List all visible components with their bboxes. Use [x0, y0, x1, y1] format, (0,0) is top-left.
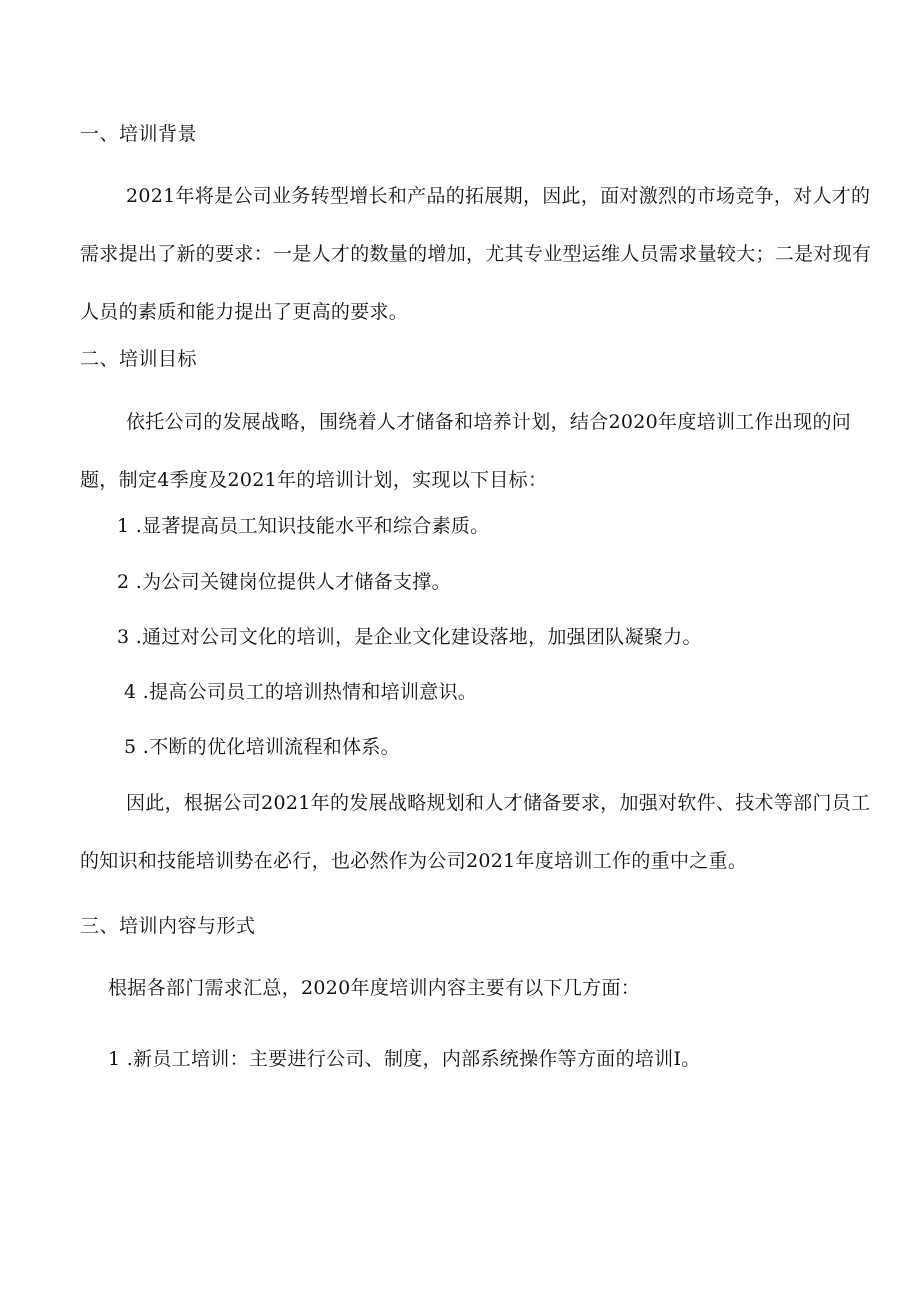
goal-item-1: 1 .显著提高员工知识技能水平和综合素质。 [117, 515, 490, 537]
section-heading-background: 一、培训背景 [80, 123, 198, 145]
goal-item-4: 4 .提高公司员工的培训热情和培训意识。 [124, 681, 478, 703]
goal-item-2: 2 .为公司关键岗位提供人才储备支撑。 [117, 571, 451, 593]
background-paragraph: 2021年将是公司业务转型增长和产品的拓展期，因此，面对激烈的市场竞争，对人才的需求提出了新的要求：一是人才的数量的增加，尤其专业型运维人员需求量较大；二是对现有人员的素质和能力提出了更高的要求。 [80, 185, 872, 323]
content-item-1: 1 .新员工培训：主要进行公司、制度，内部系统操作等方面的培训I。 [108, 1048, 701, 1070]
goal-item-3: 3 .通过对公司文化的培训，是企业文化建设落地，加强团队凝聚力。 [117, 626, 702, 648]
section-heading-goals: 二、培训目标 [80, 348, 198, 370]
goal-item-5: 5 .不断的优化培训流程和体系。 [124, 736, 400, 758]
section-heading-content: 三、培训内容与形式 [80, 915, 256, 937]
goals-conclusion-paragraph: 因此，根据公司2021年的发展战略规划和人才储备要求，加强对软件、技术等部门员工的知识和技能培训势在必行，也必然作为公司2021年度培训工作的重中之重。 [80, 792, 871, 872]
goals-intro-paragraph: 依托公司的发展战略，围绕着人才储备和培养计划，结合2020年度培训工作出现的问题，制定4季度及2021年的培训计划，实现以下目标： [80, 411, 852, 491]
content-intro-line: 根据各部门需求汇总，2020年度培训内容主要有以下几方面： [108, 977, 641, 999]
